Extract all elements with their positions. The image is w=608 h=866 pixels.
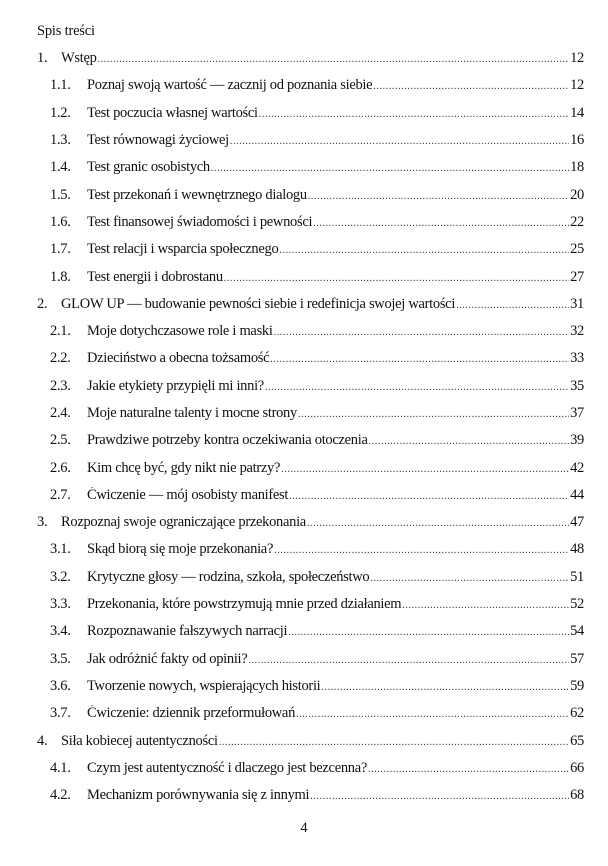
toc-section-entry[interactable]: [0, 564, 608, 591]
entry-line: [87, 651, 584, 668]
entry-line: [87, 214, 584, 231]
entry-page: 52: [570, 596, 584, 613]
entry-page: 65: [570, 732, 584, 749]
dot-leader: [230, 136, 569, 147]
toc-title: Spis treści: [37, 23, 95, 39]
dot-leader: [281, 464, 569, 475]
entry-title[interactable]: Rozpoznawanie fałszywych narracji: [87, 623, 288, 640]
entry-number: 4.1.: [50, 759, 71, 776]
toc-section-entry[interactable]: [0, 236, 608, 263]
entry-line: [61, 296, 584, 313]
toc-section-entry[interactable]: [0, 536, 608, 563]
entry-title[interactable]: Prawdziwe potrzeby kontra oczekiwania otoczenia: [87, 432, 368, 449]
table-of-contents: [0, 45, 608, 809]
entry-line: [87, 569, 584, 586]
entry-title[interactable]: Ćwiczenie — mój osobisty manifest: [87, 486, 289, 503]
dot-leader: [456, 300, 569, 311]
entry-line: [61, 514, 584, 531]
entry-page: 51: [570, 568, 584, 585]
entry-line: [87, 241, 584, 258]
entry-title[interactable]: Test finansowej świadomości i pewności: [87, 213, 313, 230]
entry-line: [87, 269, 584, 286]
entry-page: 25: [570, 241, 584, 258]
entry-number: 2.6.: [50, 459, 71, 476]
entry-number: 3.2.: [50, 568, 71, 585]
entry-page: 39: [570, 432, 584, 449]
entry-line: [87, 678, 584, 695]
dot-leader: [270, 354, 569, 365]
dot-leader: [308, 191, 569, 202]
entry-line: [87, 105, 584, 122]
entry-number: 2.2.: [50, 350, 71, 367]
entry-line: [87, 623, 584, 640]
toc-chapter-entry[interactable]: [0, 291, 608, 318]
entry-number: 4.: [37, 732, 48, 749]
dot-leader: [368, 764, 569, 775]
dot-leader: [219, 737, 569, 748]
page-number: 4: [300, 820, 308, 836]
entry-number: 3.1.: [50, 541, 71, 558]
entry-title[interactable]: Moje dotychczasowe role i maski: [87, 323, 273, 340]
entry-number: 1.5.: [50, 186, 71, 203]
entry-number: 2.3.: [50, 377, 71, 394]
entry-line: [87, 760, 584, 777]
dot-leader: [248, 655, 569, 666]
entry-line: [87, 705, 584, 722]
entry-number: 3.6.: [50, 677, 71, 694]
entry-number: 1.3.: [50, 132, 71, 149]
entry-line: [87, 487, 584, 504]
entry-title[interactable]: Ćwiczenie: dziennik przeformułowań: [87, 705, 296, 722]
toc-chapter-entry[interactable]: [0, 509, 608, 536]
entry-title[interactable]: Tworzenie nowych, wspierających historii: [87, 677, 321, 694]
entry-line: [87, 541, 584, 558]
entry-line: [87, 323, 584, 340]
entry-line: [87, 787, 584, 804]
entry-line: [87, 596, 584, 613]
toc-section-entry[interactable]: [0, 154, 608, 181]
dot-leader: [370, 573, 569, 584]
dot-leader: [98, 54, 570, 65]
entry-line: [61, 50, 584, 67]
entry-title[interactable]: Wstęp: [61, 50, 97, 67]
entry-page: 37: [570, 405, 584, 421]
entry-page: 57: [570, 650, 584, 667]
entry-page: 20: [570, 186, 584, 203]
entry-page: 35: [570, 377, 584, 394]
entry-title[interactable]: Test granic osobistych: [87, 159, 210, 176]
entry-line: [87, 460, 584, 477]
toc-section-entry[interactable]: [0, 373, 608, 400]
entry-title[interactable]: Test poczucia własnej wartości: [87, 104, 258, 121]
entry-title[interactable]: Przekonania, które powstrzymują mnie przed działaniem: [87, 596, 402, 613]
entry-number: 1.2.: [50, 104, 71, 121]
entry-page: 31: [570, 295, 584, 312]
dot-leader: [296, 709, 569, 720]
entry-page: 27: [570, 268, 584, 285]
toc-section-entry[interactable]: [0, 482, 608, 509]
dot-leader: [321, 682, 569, 693]
entry-line: [87, 187, 584, 204]
entry-number: 3.7.: [50, 705, 71, 722]
dot-leader: [274, 327, 570, 338]
toc-section-entry[interactable]: [0, 755, 608, 782]
toc-section-entry[interactable]: [0, 591, 608, 618]
entry-title[interactable]: Poznaj swoją wartość — zacznij od poznania siebie: [87, 77, 373, 94]
entry-line: [87, 378, 584, 395]
entry-title[interactable]: Mechanizm porównywania się z innymi: [87, 787, 310, 804]
entry-number: 1.7.: [50, 241, 71, 258]
entry-line: [87, 77, 584, 94]
dot-leader: [310, 791, 569, 802]
entry-title[interactable]: Kim chcę być, gdy nikt nie patrzy?: [87, 459, 281, 476]
entry-line: [87, 132, 584, 149]
entry-title[interactable]: Moje naturalne talenty i mocne strony: [87, 405, 297, 421]
entry-page: 32: [570, 323, 584, 340]
entry-title[interactable]: Test energii i dobrostanu: [87, 268, 223, 285]
entry-title[interactable]: Skąd biorą się moje przekonania?: [87, 541, 274, 558]
toc-section-entry[interactable]: [0, 427, 608, 454]
entry-number: 1.: [37, 50, 48, 67]
dot-leader: [211, 163, 569, 174]
dot-leader: [402, 600, 569, 611]
toc-section-entry[interactable]: [0, 782, 608, 809]
entry-number: 3.5.: [50, 650, 71, 667]
entry-line: [87, 405, 584, 422]
dot-leader: [298, 409, 569, 420]
dot-leader: [369, 436, 569, 447]
entry-page: 47: [570, 514, 584, 531]
entry-title[interactable]: GLOW UP — budowanie pewności siebie i redefinicja swojej wartości: [61, 295, 456, 312]
entry-number: 2.5.: [50, 432, 71, 449]
entry-number: 1.8.: [50, 268, 71, 285]
dot-leader: [289, 491, 569, 502]
dot-leader: [307, 518, 569, 529]
entry-number: 3.4.: [50, 623, 71, 640]
toc-section-entry[interactable]: [0, 181, 608, 208]
dot-leader: [224, 273, 569, 284]
entry-page: 44: [570, 486, 584, 503]
entry-page: 14: [570, 104, 584, 121]
entry-page: 54: [570, 623, 584, 640]
entry-number: 2.: [37, 295, 48, 312]
entry-page: 12: [570, 50, 584, 67]
entry-title[interactable]: Jakie etykiety przypięli mi inni?: [87, 377, 264, 394]
entry-number: 3.: [37, 514, 48, 531]
entry-page: 33: [570, 350, 584, 367]
entry-page: 59: [570, 677, 584, 694]
entry-page: 68: [570, 787, 584, 804]
dot-leader: [259, 109, 569, 120]
entry-number: 3.3.: [50, 596, 71, 613]
entry-number: 2.1.: [50, 323, 71, 340]
toc-section-entry[interactable]: [0, 646, 608, 673]
entry-number: 2.4.: [50, 405, 71, 421]
dot-leader: [274, 545, 569, 556]
dot-leader: [265, 382, 569, 393]
entry-title[interactable]: Siła kobiecej autentyczności: [61, 732, 218, 749]
toc-section-entry[interactable]: [0, 209, 608, 236]
entry-title[interactable]: Test równowagi życiowej: [87, 132, 229, 149]
toc-section-entry[interactable]: [0, 700, 608, 727]
entry-title[interactable]: Test relacji i wsparcia społecznego: [87, 241, 279, 258]
entry-number: 1.1.: [50, 77, 71, 94]
entry-page: 22: [570, 213, 584, 230]
toc-section-entry[interactable]: [0, 618, 608, 645]
entry-number: 1.4.: [50, 159, 71, 176]
entry-line: [87, 432, 584, 449]
entry-page: 16: [570, 132, 584, 149]
entry-page: 12: [570, 77, 584, 94]
entry-title[interactable]: Krytyczne głosy — rodzina, szkoła, społeczeństwo: [87, 568, 370, 585]
entry-page: 18: [570, 159, 584, 176]
entry-number: 4.2.: [50, 787, 71, 804]
toc-section-entry[interactable]: [0, 263, 608, 290]
toc-section-entry[interactable]: [0, 318, 608, 345]
toc-chapter-entry[interactable]: [0, 45, 608, 72]
entry-line: [87, 350, 584, 367]
dot-leader: [373, 81, 569, 92]
toc-section-entry[interactable]: [0, 72, 608, 99]
toc-section-entry[interactable]: [0, 127, 608, 154]
entry-page: 62: [570, 705, 584, 722]
toc-section-entry[interactable]: [0, 345, 608, 372]
entry-line: [87, 159, 584, 176]
toc-section-entry[interactable]: [0, 100, 608, 127]
entry-title[interactable]: Jak odróżnić fakty od opinii?: [87, 650, 248, 667]
entry-number: 1.6.: [50, 213, 71, 230]
entry-title[interactable]: Test przekonań i wewnętrznego dialogu: [87, 186, 307, 203]
toc-chapter-entry[interactable]: [0, 727, 608, 754]
dot-leader: [279, 245, 569, 256]
entry-page: 66: [570, 759, 584, 776]
dot-leader: [288, 627, 569, 638]
dot-leader: [313, 218, 569, 229]
entry-number: 2.7.: [50, 486, 71, 503]
toc-section-entry[interactable]: [0, 400, 608, 427]
entry-page: 48: [570, 541, 584, 558]
entry-page: 42: [570, 459, 584, 476]
entry-title[interactable]: Czym jest autentyczność i dlaczego jest bezcenna?: [87, 759, 368, 776]
toc-section-entry[interactable]: [0, 673, 608, 700]
entry-line: [61, 733, 584, 750]
entry-title[interactable]: Rozpoznaj swoje ograniczające przekonania: [61, 514, 306, 531]
entry-title[interactable]: Dzieciństwo a obecna tożsamość: [87, 350, 270, 367]
toc-section-entry[interactable]: [0, 454, 608, 481]
